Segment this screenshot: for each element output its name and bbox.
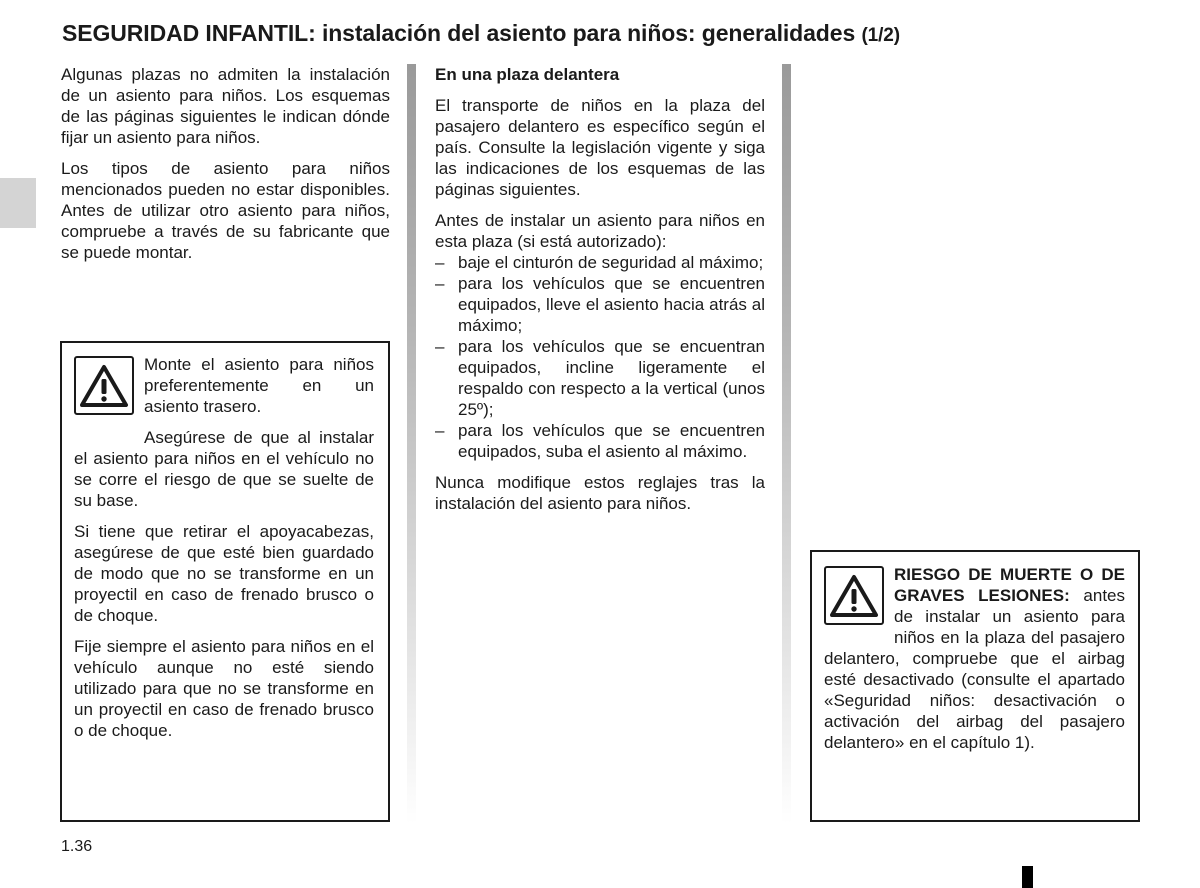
title-part: (1/2) xyxy=(861,25,901,46)
instruction-list xyxy=(435,252,765,462)
transport-paragraph: El transporte de niños en la plaza del pasajero delantero es específico según el país. Consulte la legislación vigente y siga las indicaciones de los esquemas de las páginas siguientes. xyxy=(435,96,765,199)
middle-column xyxy=(435,64,765,524)
seat-types-paragraph: Los tipos de asiento para niños mencionados pueden no estar disponibles. Antes de utilizar otro asiento para niños, compruebe a través de su fabricante que se puede montar. xyxy=(61,159,390,262)
warning-paragraph: Fije siempre el asiento para niños en el vehículo aunque no esté siendo utilizado para que no se transforme en un proyectil en caso de frenado brusco o de choque. xyxy=(74,637,374,740)
before-install-paragraph: Antes de instalar un asiento para niños en esta plaza (si está autorizado): xyxy=(435,211,765,251)
title-main: SEGURIDAD INFANTIL: instalación del asiento para niños: generalidades xyxy=(62,20,856,46)
column-divider-left xyxy=(407,64,416,824)
never-modify-paragraph: Nunca modifique estos reglajes tras la instalación del asiento para niños. xyxy=(435,473,765,513)
warning-box-rear-seat xyxy=(60,341,390,822)
airbag-warning-body: antes de instalar un asiento para niños en la plaza del pasajero delantero, compruebe que el airbag esté desactivado (consulte el apartado «Seguridad niños: desactivación o activación del airbag del pasajero delantero» en el capítulo 1). xyxy=(824,586,1125,752)
warning-triangle-icon xyxy=(74,356,134,415)
left-column xyxy=(61,64,390,273)
warning-paragraph: Asegúrese de que al instalar el asiento para niños en el vehículo no se corre el riesgo de que se suelte de su base. xyxy=(74,428,374,510)
page-title xyxy=(62,20,1162,47)
list-item: – baje el cinturón de seguridad al máximo; xyxy=(435,253,764,272)
corner-mark xyxy=(1022,866,1033,888)
section-side-tab xyxy=(0,178,36,228)
intro-paragraph: Algunas plazas no admiten la instalación de un asiento para niños. Los esquemas de las páginas siguientes le indican dónde fijar un asiento para niños. xyxy=(61,65,390,147)
warning-triangle-icon xyxy=(824,566,884,625)
list-item: – para los vehículos que se encuentren equipados, suba el asiento al máximo. xyxy=(435,421,765,461)
warning-box-airbag xyxy=(810,550,1140,822)
page-number: 1.36 xyxy=(61,838,93,855)
airbag-warning-title: RIESGO DE MUERTE O DE GRAVES LESIONES: xyxy=(894,565,1125,605)
list-item: – para los vehículos que se encuentran equipados, incline ligeramente el respaldo con respecto a la vertical (unos 25º); xyxy=(435,337,765,419)
column-divider-right xyxy=(782,64,791,824)
section-heading: En una plaza delantera xyxy=(435,65,620,84)
list-item: – para los vehículos que se encuentren equipados, lleve el asiento hacia atrás al máximo; xyxy=(435,274,765,335)
warning-paragraph: Si tiene que retirar el apoyacabezas, asegúrese de que esté bien guardado de modo que no se transforme en un proyectil en caso de frenado brusco o de choque. xyxy=(74,522,374,625)
warning-intro: Monte el asiento para niños preferentemente en un asiento trasero. xyxy=(144,355,374,416)
